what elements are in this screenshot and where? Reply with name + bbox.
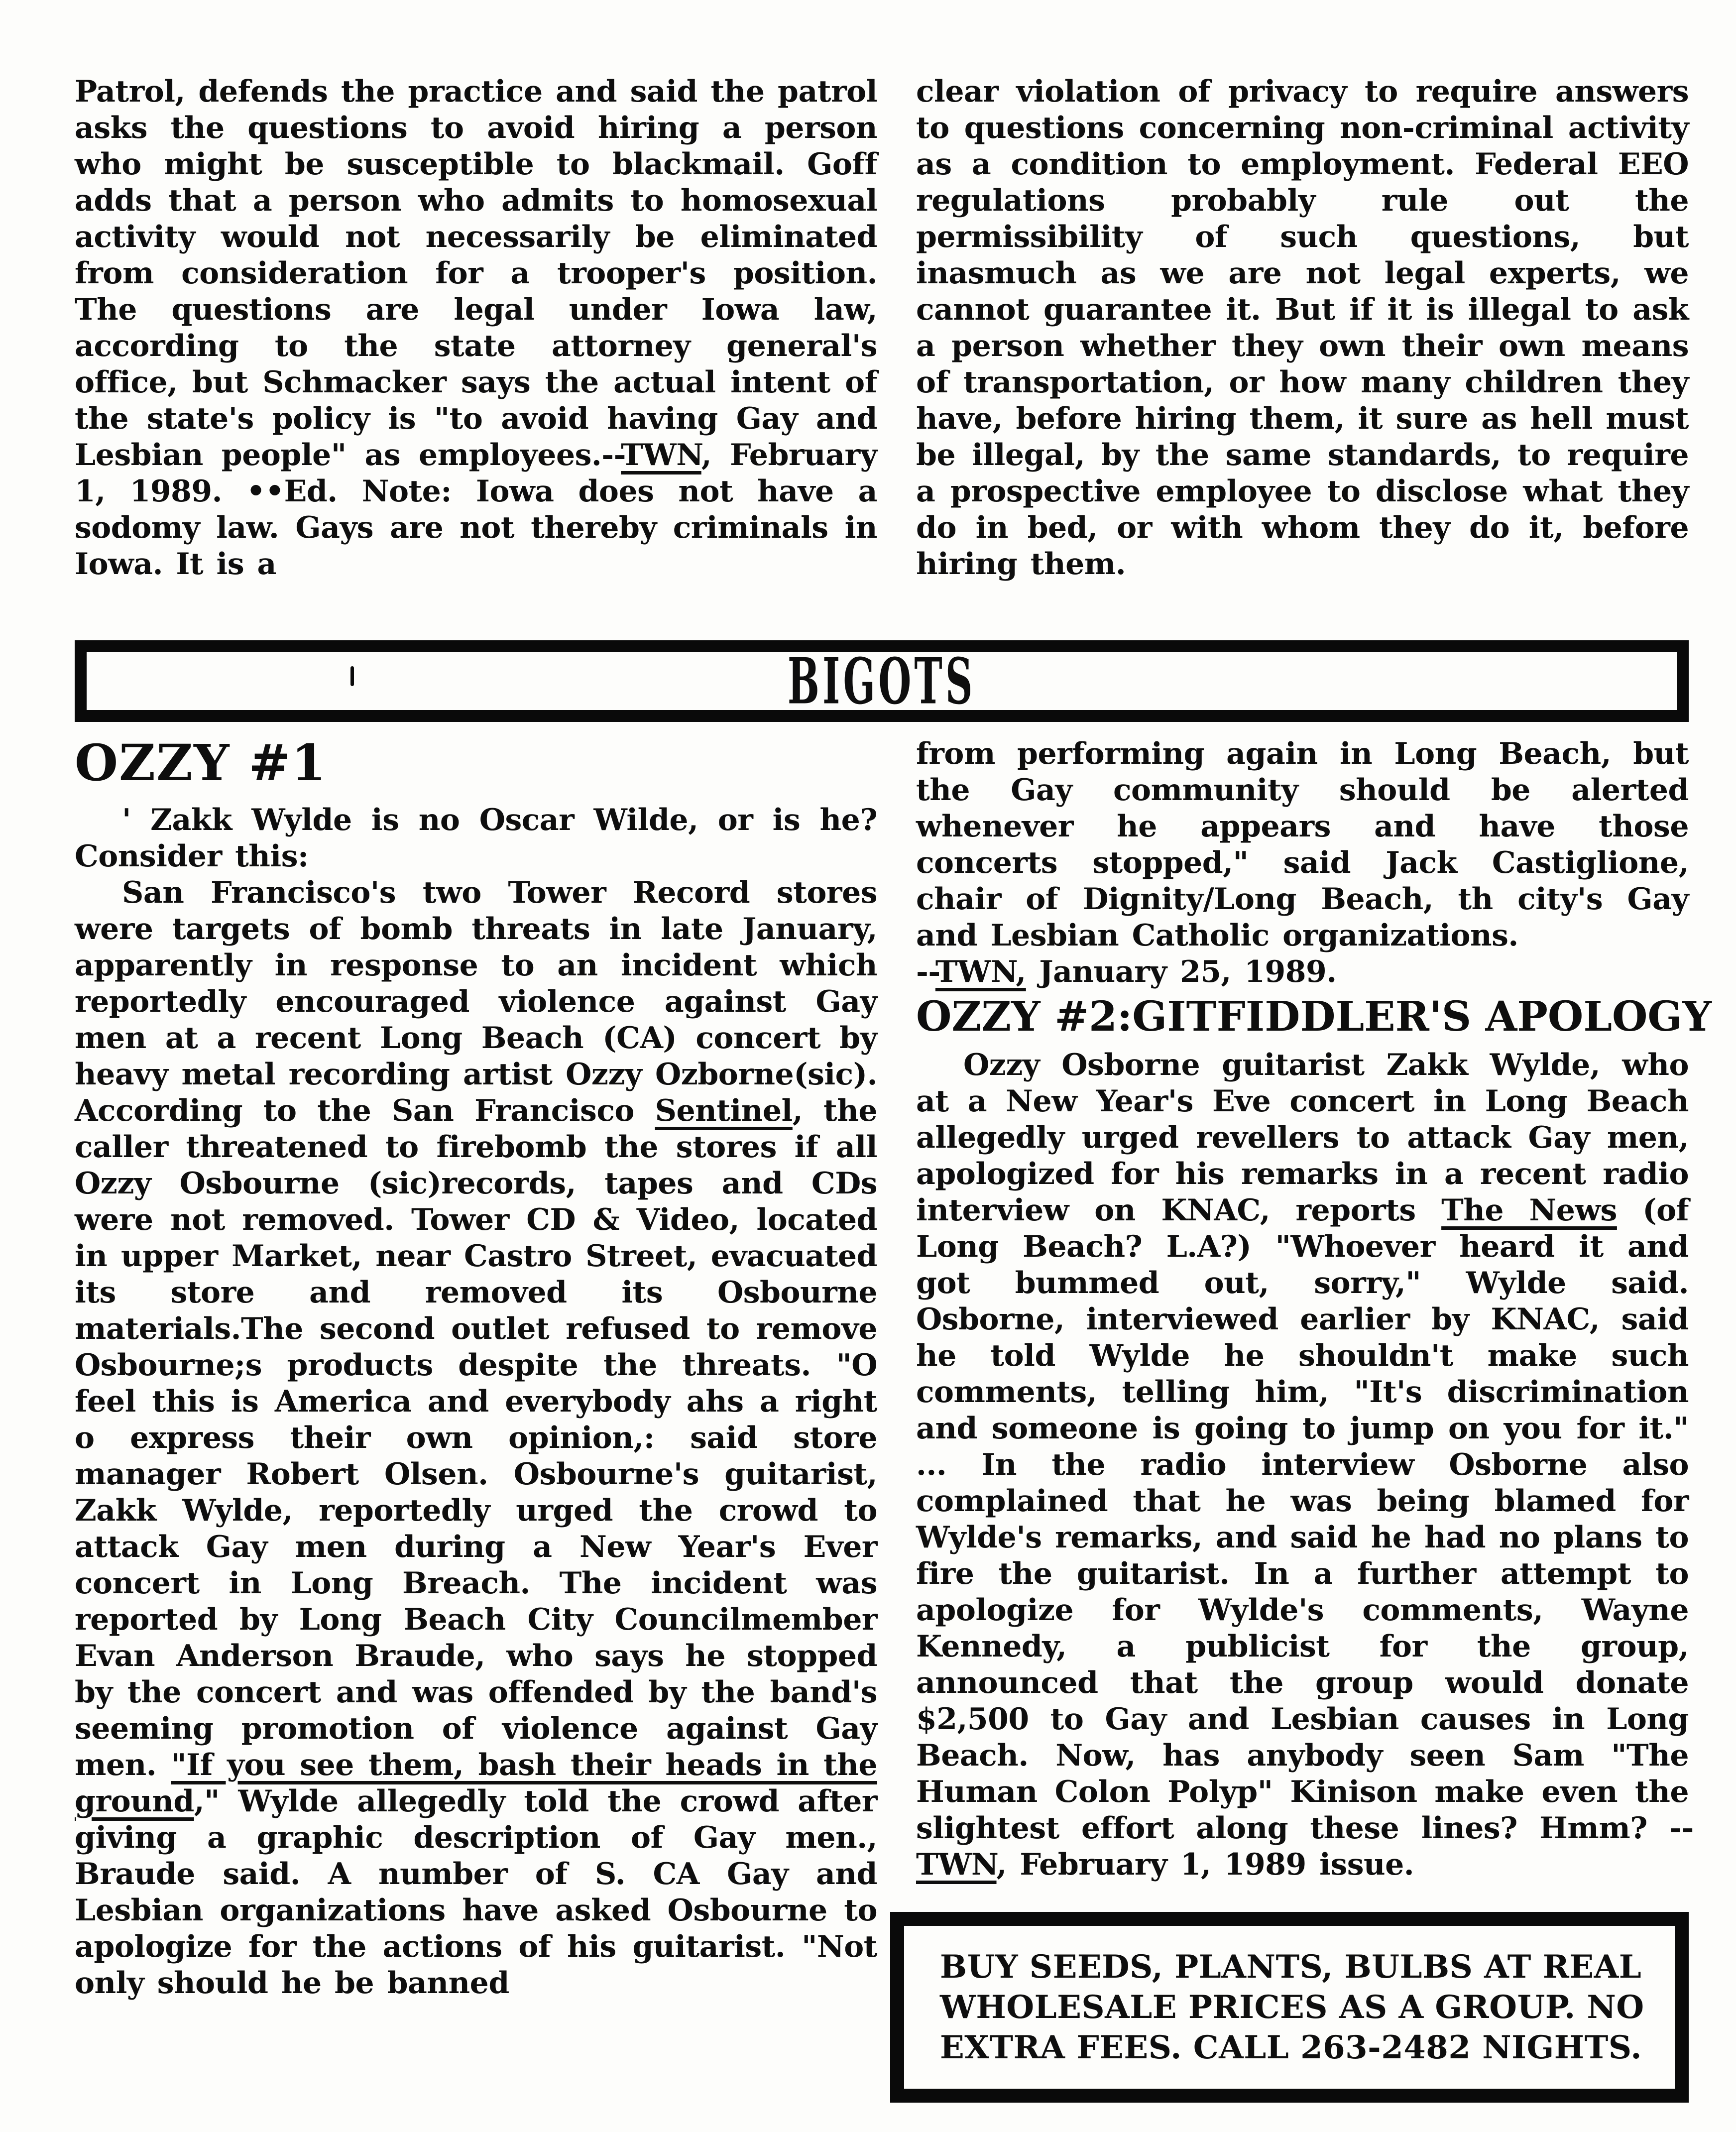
ad-line: BUY SEEDS, PLANTS, BULBS AT REAL — [940, 1948, 1642, 1986]
ad-line: WHOLESALE PRICES AS A GROUP. NO — [940, 1989, 1644, 2026]
ad-line: EXTRA FEES. CALL 263-2482 NIGHTS. — [940, 2029, 1642, 2067]
text-segment: -- — [916, 954, 935, 989]
top-left-column — [75, 74, 877, 583]
bottom-right-column — [916, 736, 1712, 2103]
bottom-left-column — [75, 733, 878, 2103]
text-segment: San Francisco's two Tower Record stores were targets of bomb threats in late January, apparently in response to an incident which reportedly encouraged violence against Gay men at a recent Long Beach (CA) concert by heavy metal recording artist Ozzy Ozborne(sic). According to the San Francisco — [75, 875, 877, 1128]
twn-citation: TWN — [916, 1847, 997, 1883]
sentinel-citation: Sentinel — [655, 1093, 793, 1128]
twn-citation: TWN — [621, 438, 701, 473]
text-segment: , February 1, 1989. ••Ed. Note: Iowa does not have a sodomy law. Gays are not thereby criminals in Iowa. It is a — [75, 438, 877, 582]
top-article-row — [75, 74, 1689, 621]
text-segment: Ozzy Osborne guitarist Zakk Wylde, who at a New Year's Eve concert in Long Beach allegedly urged revellers to attack Gay men, apologized for his remarks in a recent radio interview on KNAC, reports — [916, 1048, 1689, 1228]
scan-speck — [350, 666, 354, 686]
the-news-citation: The News — [1441, 1193, 1617, 1228]
top-right-column — [916, 74, 1689, 583]
bigots-banner — [75, 640, 1689, 722]
seeds-ad-box — [890, 1912, 1689, 2103]
banner-title: BIGOTS — [788, 644, 976, 718]
paragraph-ozzy2-story — [916, 1047, 1689, 1883]
heading-ozzy-1: OZZY #1 — [75, 733, 327, 792]
heading-ozzy-2: OZZY #2:GITFIDDLER'S APOLOGY — [916, 993, 1712, 1041]
text-segment: , February 1, 1989 issue. — [996, 1847, 1414, 1883]
text-segment: Patrol, defends the practice and said the patrol asks the questions to avoid hiring a person who might be susceptible to blackmail. Goff adds that a person who admits to homosexual activity would not necessarily be eliminated from consideration for a trooper's position. The questions are legal under Iowa law, according to the state attorney general's office, but Schmacker says the actual intent of the state's policy is "to avoid having Gay and Lesbian people" as employees.-- — [75, 74, 877, 473]
paragraph-ozzy1-intro: ' Zakk Wylde is no Oscar Wilde, or is he? Consider this: — [75, 803, 877, 874]
paragraph-ozzy1-story — [75, 875, 877, 2002]
underlined-quote: "If you see them, bash their heads in the ground — [75, 1748, 878, 1819]
text-segment: January 25, 1989. — [1026, 954, 1337, 989]
twn-citation: TWN, — [935, 954, 1026, 989]
text-segment: ," Wylde allegedly told the crowd after giving a graphic description of Gay men., Braude said. A number of S. CA Gay and Lesbian organizations have asked Osbourne to apologize for the actions of his guitarist. "Not only should he be banned — [75, 1784, 877, 2001]
twn-dateline — [916, 954, 1689, 990]
text-segment: (of Long Beach? L.A?) "Whoever heard it and got bummed out, sorry," Wylde said. Osborne, interviewed earlier by KNAC, said he told Wylde he shouldn't make such comments, telling him, "It's discrimination and someone is going to jump on you for it." ... In the radio interview Osborne also complained that he was being blamed for Wylde's remarks, and said he had no plans to fire the guitarist. In a further attempt to apologize for Wylde's comments, Wayne Kennedy, a publicist for the group, announced that the group would donate $2,500 to Gay and Lesbian causes in Long Beach. Now, has anybody seen Sam "The Human Colon Polyp" Kinison make even the slightest effort along these lines? Hmm? -- — [916, 1193, 1689, 1846]
text-segment: , the caller threatened to firebomb the stores if all Ozzy Osbourne (sic)records, tapes and CDs were not removed. Tower CD & Video, located in upper Market, near Castro Street, evacuated its store and removed its Osbourne materials.The second outlet refused to remove Osbourne;s products despite the threats. "O feel this is America and everybody ahs a right o express their own opinion,: said store manager Robert Olsen. Osbourne's guitarist, Zakk Wylde, reportedly urged the crowd to attack Gay men during a New Year's Ever concert in Long Breach. The incident was reported by Long Beach City Councilmember Evan Anderson Braude, who says he stopped by the concert and was offended by the band's seeming promotion of violence against Gay men. — [75, 1093, 877, 1782]
bottom-article-row — [75, 733, 1712, 2103]
paragraph-privacy-editorial: clear violation of privacy to require answers to questions concerning non-criminal activity as a condition to employment. Federal EEO regulations probably rule out the permissibility of such questions, but inasmuch as we are not legal experts, we cannot guarantee it. But if it is illegal to ask a person whether they own their own means of transportation, or how many children they have, before hiring them, it sure as hell must be illegal, by the same standards, to require a prospective employee to disclose what they do in bed, or with whom they do it, before hiring them. — [916, 74, 1689, 582]
paragraph-iowa-patrol — [75, 74, 877, 583]
paragraph-ozzy1-continuation: from performing again in Long Beach, but the Gay community should be alerted whenever he appears and have those concerts stopped," said Jack Castiglione, chair of Dignity/Long Beach, th city's Gay and Lesbian Catholic organizations. — [916, 736, 1689, 953]
